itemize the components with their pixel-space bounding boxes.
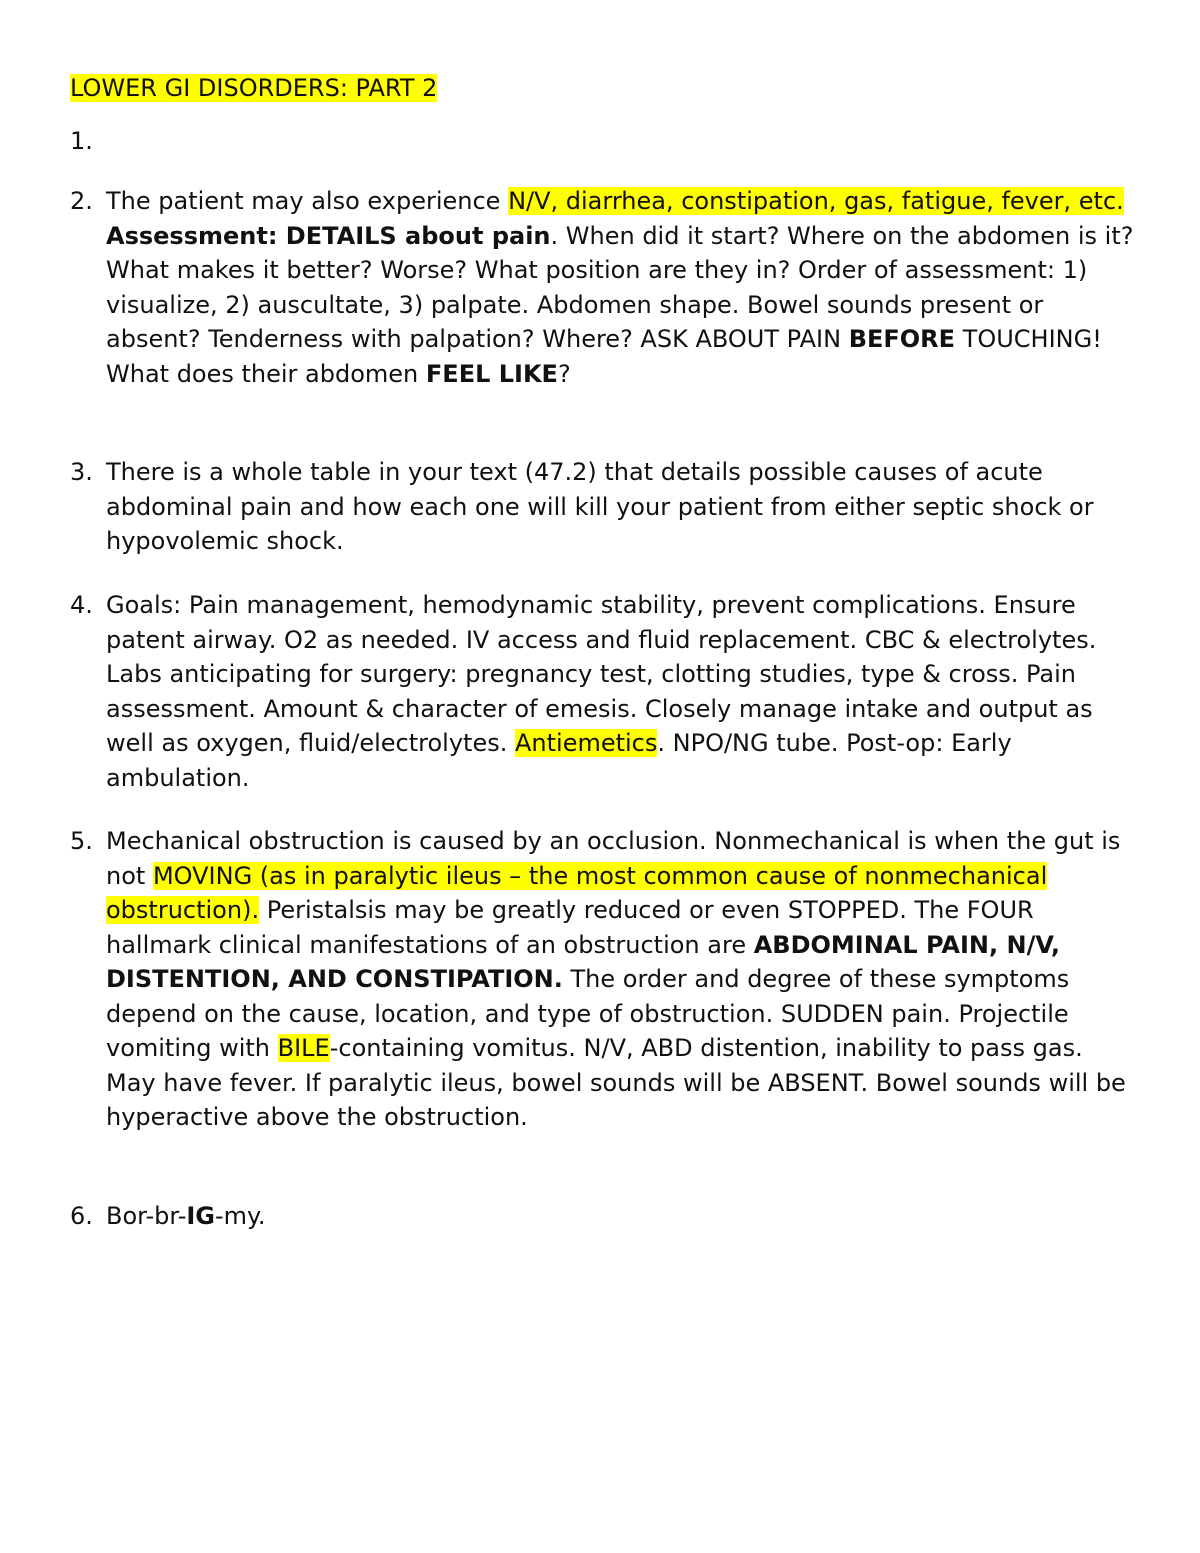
text-run: ? <box>557 359 571 388</box>
item-number: 4. <box>70 591 93 619</box>
bold-text: FEEL LIKE <box>425 359 558 388</box>
item-number: 1. <box>70 127 93 155</box>
highlighted-text: MOVING (as in paralytic ileus – the most common cause of nonmechanical obstruction). <box>106 861 1048 924</box>
highlighted-text: N/V, diarrhea, constipation, gas, fatigue, fever, etc. <box>508 187 1124 215</box>
item-text: There is a whole table in your text (47.2) that details possible causes of acute abdominal pain and how each one will kill your patient from either septic shock or hypovolemic shock. <box>106 458 1094 555</box>
highlighted-text: BILE <box>277 1034 330 1062</box>
item-number: 5. <box>70 827 93 855</box>
text-run: Peristalsis may be greatly reduced or even STOPPED. The FOUR hallmark clinical manifestations of an obstruction are <box>106 896 1034 959</box>
text-run: Bor-br- <box>106 1202 187 1230</box>
bold-text: Assessment: DETAILS about pain <box>106 221 551 250</box>
item-number: 3. <box>70 458 93 486</box>
item-number: 6. <box>70 1202 93 1230</box>
list-item-6 <box>70 1199 1135 1234</box>
item-text <box>106 588 1135 795</box>
title-highlight: LOWER GI DISORDERS: PART 2 <box>70 74 438 102</box>
text-run: TOUCHING! What does their abdomen <box>106 325 1102 388</box>
list-item-4 <box>70 588 1135 795</box>
list-item-3 <box>70 455 1135 559</box>
text-run: . When did it start? Where on the abdomen is it? What makes it better? Worse? What position are they in? Order of assessment: 1) visualize, 2) auscultate, 3) palpate. Abdomen shape. Bowel sounds present or absent? Tenderness with palpation? Where? ASK ABOUT PAIN <box>106 221 1134 353</box>
list-item-2 <box>70 184 1135 391</box>
item-number: 2. <box>70 187 93 215</box>
text-run: The patient may also experience <box>106 187 509 215</box>
item-text <box>106 1199 1135 1234</box>
text-run: Goals: Pain management, hemodynamic stability, prevent complications. Ensure patent airway. O2 as needed. IV access and fluid replacement. CBC & electrolytes. Labs anticipating for surgery: pregnancy test, clotting studies, type & cross. Pain assessment. Amount & character of emesis. Closely manage intake and output as well as oxygen, fluid/electrolytes. <box>106 591 1097 757</box>
text-run: The order and degree of these symptoms depend on the cause, location, and type of obstruction. SUDDEN pain. Projectile vomiting with <box>106 965 1070 1062</box>
list-item-5 <box>70 824 1135 1135</box>
item-text <box>106 824 1135 1135</box>
bold-text: ABDOMINAL PAIN, N/V, DISTENTION, AND CONSTIPATION. <box>106 930 1060 993</box>
text-run: . NPO/NG tube. Post-op: Early ambulation. <box>106 729 1012 792</box>
text-run: -my. <box>215 1202 266 1230</box>
document-title <box>70 72 437 104</box>
highlighted-text: Antiemetics <box>514 729 658 757</box>
text-run: Mechanical obstruction is caused by an occlusion. Nonmechanical is when the gut is not <box>106 827 1121 890</box>
text-run: -containing vomitus. N/V, ABD distention, inability to pass gas. May have fever. If paralytic ileus, bowel sounds will be ABSENT. Bowel sounds will be hyperactive above the obstruction. <box>106 1034 1126 1131</box>
item-text <box>106 184 1135 391</box>
bold-text: IG <box>186 1202 216 1230</box>
bold-text: BEFORE <box>848 325 956 353</box>
